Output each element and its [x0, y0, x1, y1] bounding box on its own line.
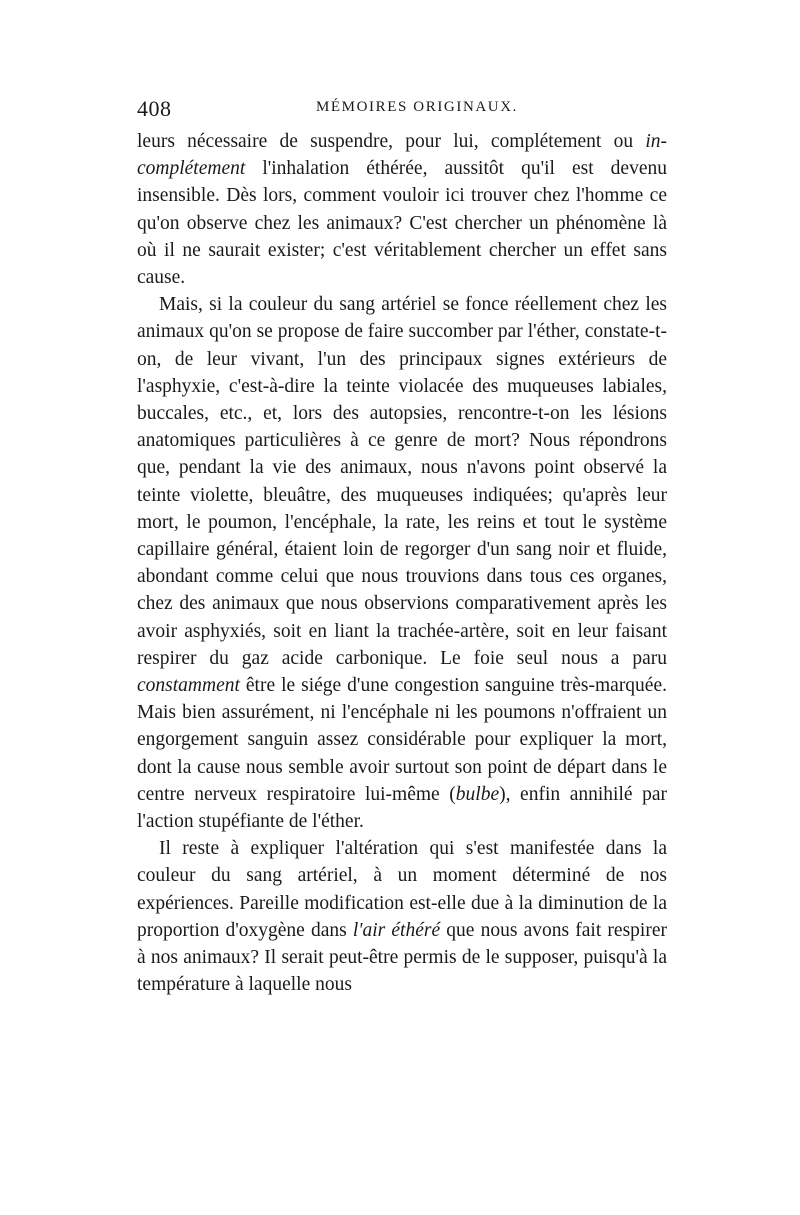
- body-text: [137, 128, 667, 999]
- paragraph-3: [137, 835, 667, 998]
- italic-segment: bulbe: [455, 783, 500, 805]
- text-segment: être le siége d'une congestion sanguine très-marquée. Mais bien assurément, ni l'encéphale ni les poumons n'offraient un engorgement sanguin assez considérable pour expliquer la mort, dont la cause nous semble avoir surtout son point de départ dans le centre nerveux respiratoire lui-même (: [137, 675, 667, 805]
- text-segment: Mais, si la couleur du sang artériel se fonce réellement chez les animaux qu'on se propose de faire succomber par l'éther, constate-t-on, de leur vivant, l'un des principaux signes extérieurs de l'asphyxie, c'est-à-dire la teinte violacée des muqueuses labiales, buccales, etc., et, lors des autopsies, rencontre-t-on les lésions anatomiques particulières à ce genre de mort? Nous répondrons que, pendant la vie des animaux, nous n'avons point observé la teinte violette, bleuâtre, des muqueuses indiquées; qu'après leur mort, le poumon, l'encéphale, la rate, les reins et tout le système capillaire général, étaient loin de regorger d'un sang noir et fluide, abondant comme celui que nous trouvions dans tous ces organes, chez des animaux que nous observions comparativement après les avoir asphyxiés, soit en liant la trachée-artère, soit en leur faisant respirer du gaz acide carbonique. Le foie seul nous a paru: [137, 294, 667, 669]
- italic-segment: in-complétement: [137, 131, 667, 180]
- italic-segment: l'air éthéré: [352, 919, 441, 941]
- running-title: MÉMOIRES ORIGINAUX.: [315, 99, 519, 115]
- text-segment: Il reste à expliquer l'altération qui s'est manifestée dans la couleur du sang artériel, à un moment déterminé de nos expériences. Pareille modification est-elle due à la diminution de la proportion d'oxygène dans: [137, 838, 667, 941]
- text-segment: l'inhalation éthérée, aussitôt qu'il est devenu insensible. Dès lors, comment vouloir ici trouver chez l'homme ce qu'on observe chez les animaux? C'est chercher un phénomène là où il ne saurait exister; c'est véritablement chercher un effet sans cause.: [137, 158, 667, 289]
- italic-segment: constamment: [137, 675, 240, 697]
- text-segment: leurs nécessaire de suspendre, pour lui, complétement ou: [137, 131, 646, 152]
- paragraph-1: [137, 128, 667, 291]
- running-head: [137, 96, 667, 126]
- paragraph-2: [137, 291, 667, 835]
- text-segment: que nous avons fait respirer à nos animaux? Il serait peut-être permis de le supposer, puisqu'à la température à laquelle nous: [137, 919, 667, 996]
- text-segment: ), enfin annihilé par l'action stupéfiante de l'éther.: [137, 783, 668, 833]
- page-number: 408: [137, 96, 172, 121]
